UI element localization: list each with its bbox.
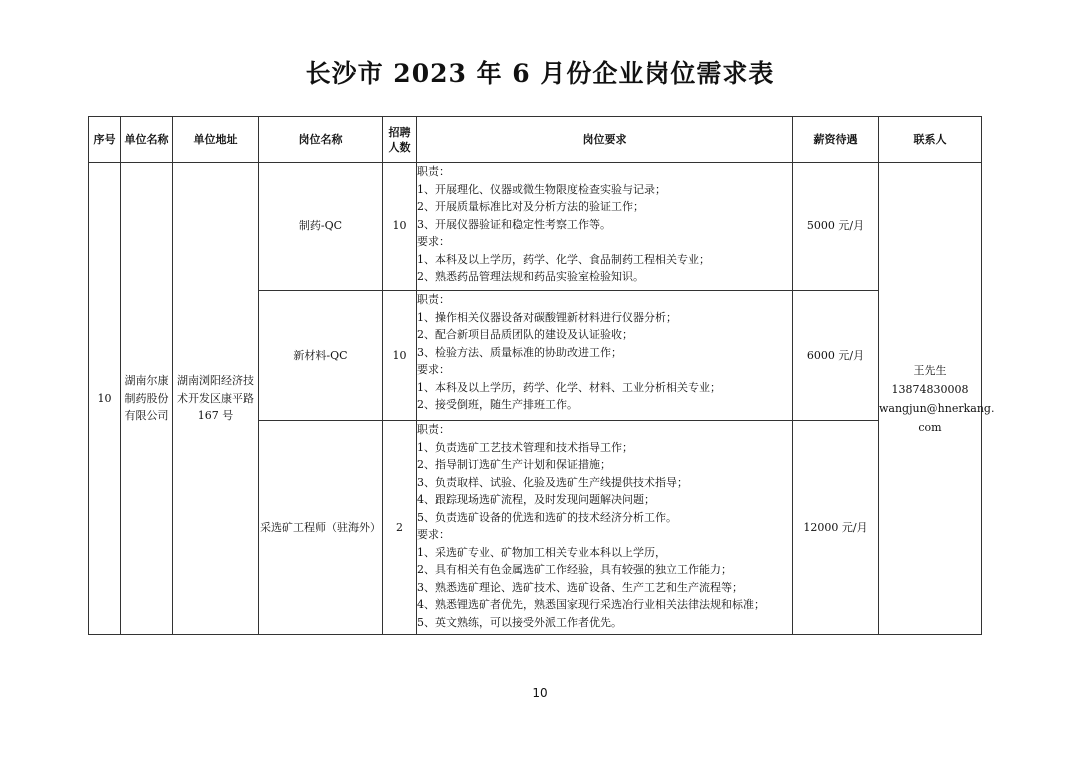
- requirements-cell: [417, 163, 793, 291]
- requirement-line: 职责：: [417, 423, 450, 436]
- company-name-cell: [121, 163, 173, 635]
- position-title-cell: 采选矿工程师（驻海外）: [259, 421, 383, 635]
- position-count-cell: 10: [383, 163, 417, 291]
- header-address: 单位地址: [173, 117, 259, 163]
- header-salary: 薪资待遇: [793, 117, 879, 163]
- position-title-cell: 制药-QC: [259, 163, 383, 291]
- table-row: [89, 163, 982, 291]
- header-requirements: 岗位要求: [417, 117, 793, 163]
- salary-cell: 6000 元/月: [793, 291, 879, 421]
- page-title: 长沙市 2023 年 6 月份企业岗位需求表: [305, 59, 775, 88]
- address-line: 术开发区康平路: [177, 391, 254, 405]
- requirement-line: 3、熟悉选矿理论、选矿技术、选矿设备、生产工艺和生产流程等；: [417, 580, 743, 594]
- table-header-row: [89, 117, 982, 163]
- requirements-cell: [417, 291, 793, 421]
- header-position: 岗位名称: [259, 117, 383, 163]
- requirement-line: 1、本科及以上学历，药学、化学、材料、工业分析相关专业；: [417, 380, 721, 394]
- requirement-line: 要求：: [417, 363, 450, 376]
- page-number: 10: [532, 686, 548, 700]
- requirement-line: 1、开展理化、仪器或微生物限度检查实验与记录；: [417, 182, 666, 196]
- requirement-line: 1、操作相关仪器设备对碳酸锂新材料进行仪器分析；: [417, 310, 677, 324]
- header-count-line2: 人数: [388, 140, 411, 154]
- requirement-line: 3、开展仪器验证和稳定性考察工作等。: [417, 217, 611, 231]
- requirement-line: 职责：: [417, 293, 450, 306]
- address-line: 167 号: [197, 409, 234, 423]
- header-seq: 序号: [89, 117, 121, 163]
- requirement-line: 3、负责取样、试验、化验及选矿生产线提供技术指导；: [417, 475, 688, 489]
- address-line: 湖南浏阳经济技: [177, 374, 254, 388]
- company-name-line: 湖南尔康: [124, 374, 169, 388]
- position-count-cell: 2: [383, 421, 417, 635]
- requirement-line: 5、负责选矿设备的优选和选矿的技术经济分析工作。: [417, 510, 677, 524]
- requirement-line: 2、开展质量标准比对及分析方法的验证工作；: [417, 200, 644, 213]
- requirement-line: 2、指导制订选矿生产计划和保证措施；: [417, 458, 611, 471]
- company-address-cell: [173, 163, 259, 635]
- contact-email-line1: wangjun@hnerkang.: [879, 401, 995, 415]
- salary-cell: 5000 元/月: [793, 163, 879, 291]
- requirement-line: 4、跟踪现场选矿流程，及时发现问题解决问题；: [417, 493, 655, 506]
- requirement-line: 1、负责选矿工艺技术管理和技术指导工作；: [417, 440, 633, 454]
- requirement-line: 职责：: [417, 165, 450, 178]
- header-count-line1: 招聘: [388, 125, 411, 139]
- header-count: [383, 117, 417, 163]
- requirement-line: 3、检验方法、质量标准的协助改进工作；: [417, 345, 622, 359]
- requirement-line: 要求：: [417, 235, 450, 248]
- seq-cell: 10: [89, 163, 121, 635]
- requirement-line: 要求：: [417, 528, 450, 541]
- company-name-line: 制药股份: [124, 391, 169, 405]
- requirement-line: 2、配合新项目品质团队的建设及认证验收；: [417, 328, 633, 341]
- contact-cell: [879, 163, 995, 635]
- requirement-line: 5、英文熟练，可以接受外派工作者优先。: [417, 615, 622, 629]
- requirement-line: 2、接受倒班，随生产排班工作。: [417, 398, 578, 411]
- job-demand-table: [88, 116, 995, 635]
- position-count-cell: 10: [383, 291, 417, 421]
- requirement-line: 1、本科及以上学历，药学、化学、食品制药工程相关专业；: [417, 252, 710, 266]
- contact-name: 王先生: [913, 363, 947, 377]
- contact-phone: 13874830008: [891, 382, 969, 396]
- requirements-cell: [417, 421, 793, 635]
- requirement-line: 1、采选矿专业、矿物加工相关专业本科以上学历，: [417, 545, 666, 559]
- requirement-line: 2、熟悉药品管理法规和药品实验室检验知识。: [417, 270, 644, 283]
- requirement-line: 4、熟悉锂选矿者优先，熟悉国家现行采选冶行业相关法律法规和标准；: [417, 598, 765, 611]
- salary-cell: 12000 元/月: [793, 421, 879, 635]
- contact-email-line2: com: [918, 420, 942, 434]
- header-company: 单位名称: [121, 117, 173, 163]
- company-name-line: 有限公司: [124, 409, 169, 423]
- position-title-cell: 新材料-QC: [259, 291, 383, 421]
- header-contact: 联系人: [879, 117, 982, 163]
- requirement-line: 2、具有相关有色金属选矿工作经验，具有较强的独立工作能力；: [417, 563, 732, 576]
